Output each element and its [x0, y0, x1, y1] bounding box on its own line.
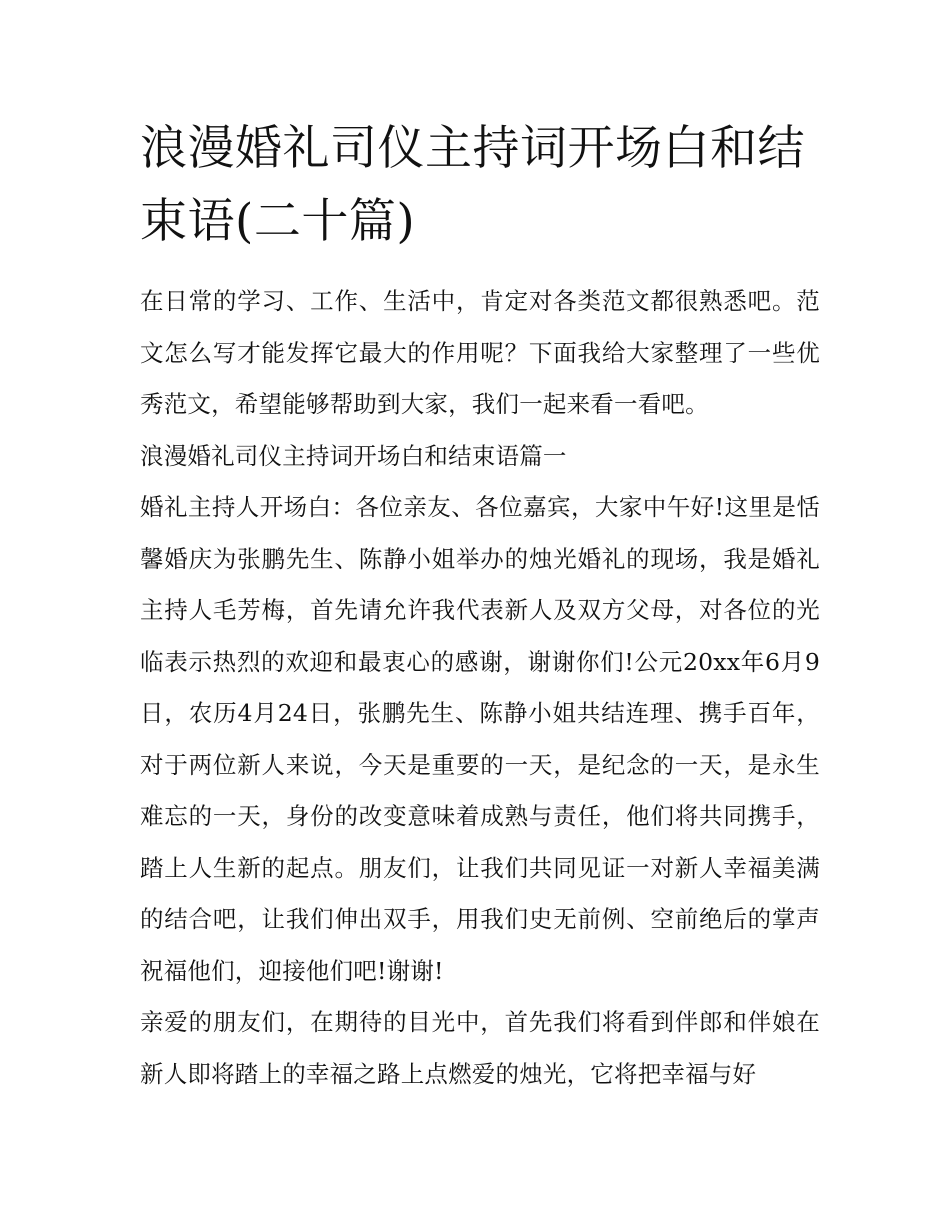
document-body — [140, 276, 820, 1100]
opening-speech-paragraph: 婚礼主持人开场白：各位亲友、各位嘉宾，大家中午好!这里是恬馨婚庆为张鹏先生、陈静小姐举办的烛光婚礼的现场，我是婚礼主持人毛芳梅，首先请允许我代表新人及双方父母，对各位的光临表示热烈的欢迎和最衷心的感谢，谢谢你们!公元20xx年6月9日，农历4月24日，张鹏先生、陈静小姐共结连理、携手百年，对于两位新人来说，今天是重要的一天，是纪念的一天，是永生难忘的一天，身份的改变意味着成熟与责任，他们将共同携手，踏上人生新的起点。朋友们，让我们共同见证一对新人幸福美满的结合吧，让我们伸出双手，用我们史无前例、空前绝后的掌声祝福他们，迎接他们吧!谢谢! — [140, 493, 820, 985]
section-heading: 浪漫婚礼司仪主持词开场白和结束语篇一 — [140, 441, 567, 470]
document-title: 浪漫婚礼司仪主持词开场白和结束语(二十篇) — [140, 121, 805, 249]
intro-paragraph: 在日常的学习、工作、生活中，肯定对各类范文都很熟悉吧。范文怎么写才能发挥它最大的作用呢？下面我给大家整理了一些优秀范文，希望能够帮助到大家，我们一起来看一看吧。 — [140, 287, 820, 418]
candle-ceremony-paragraph: 亲爱的朋友们，在期待的目光中，首先我们将看到伴郎和伴娘在新人即将踏上的幸福之路上点燃爱的烛光，它将把幸福与好 — [140, 1008, 820, 1088]
